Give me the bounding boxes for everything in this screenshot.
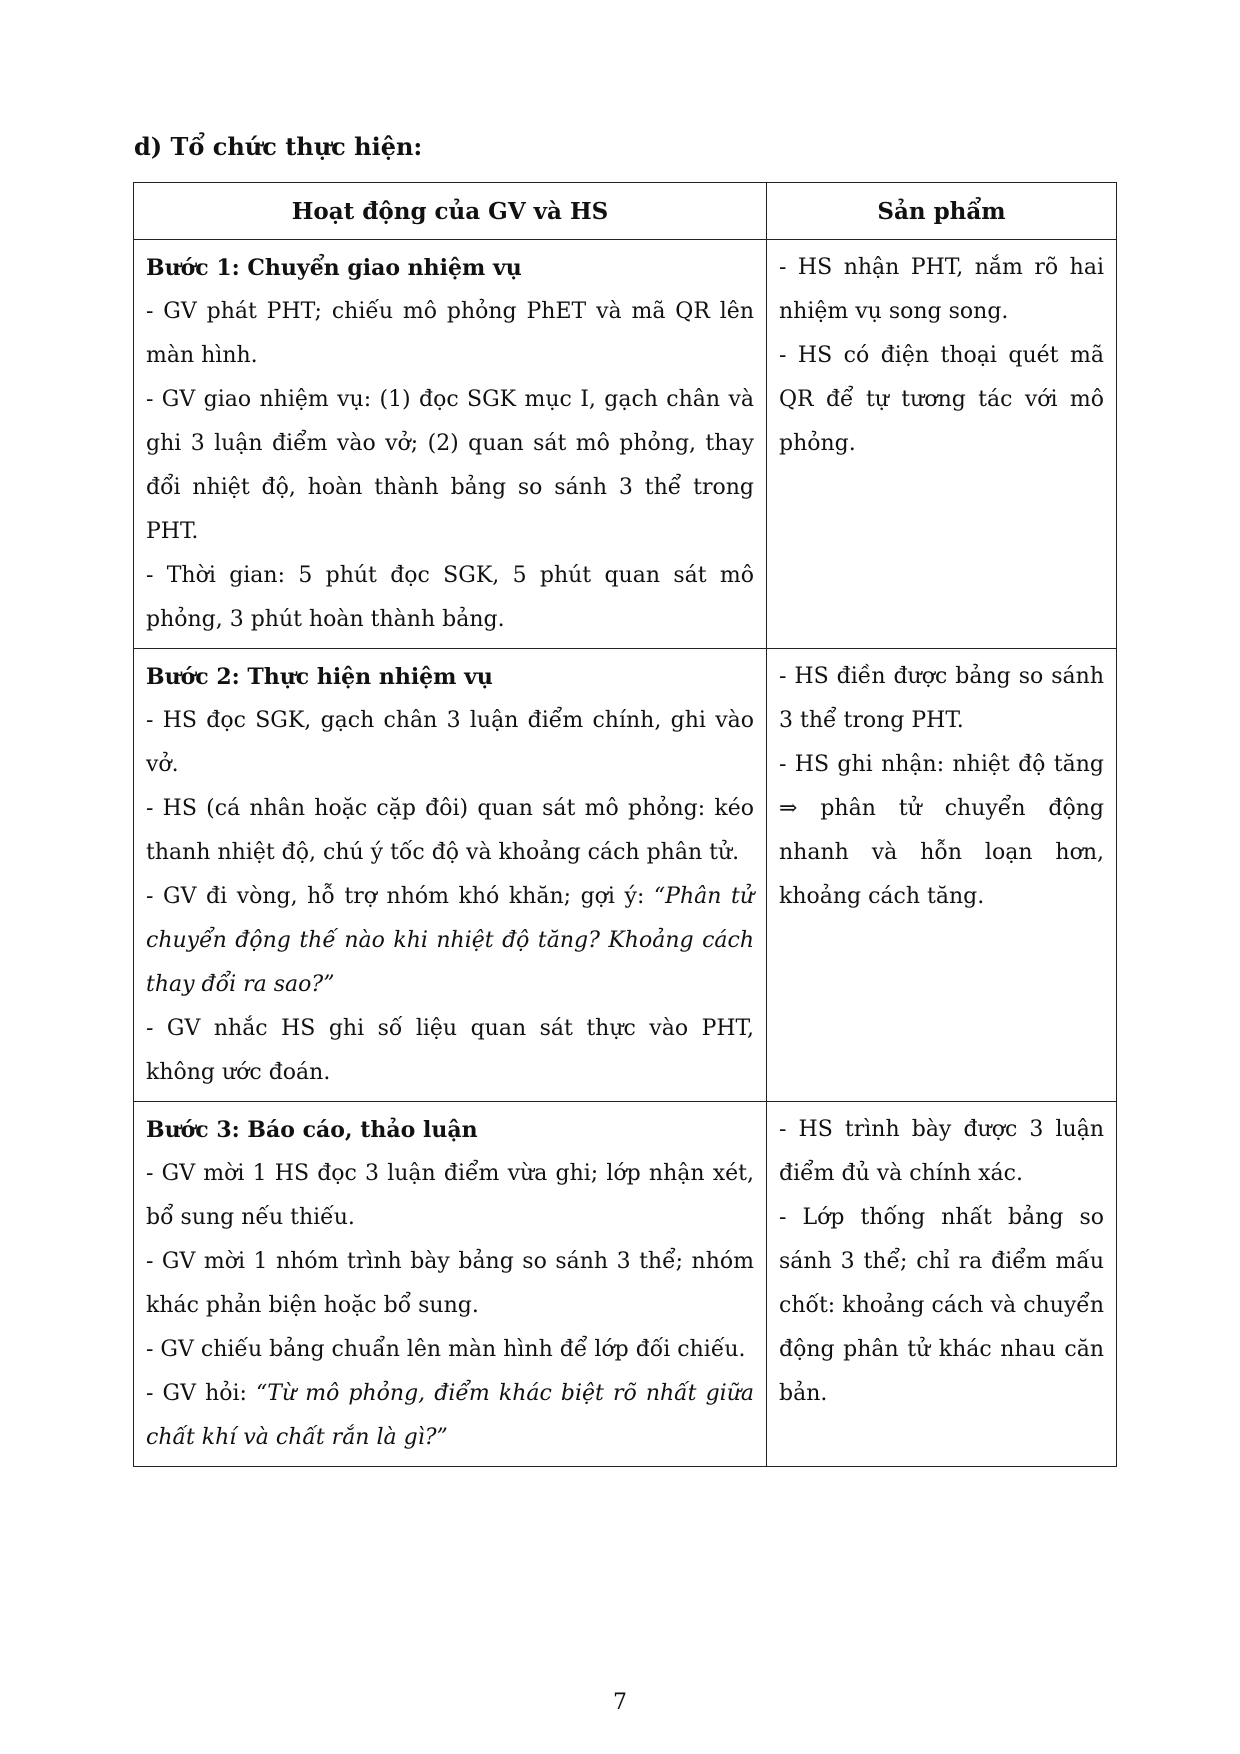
product-line: - HS ghi nhận: nhiệt độ tăng ⇒ phân tử chuyển động nhanh và hỗn loạn hơn, khoảng cách tăng.	[779, 752, 1104, 909]
activity-line: - GV mời 1 nhóm trình bày bảng so sánh 3 thể; nhóm khác phản biện hoặc bổ sung.	[146, 1249, 754, 1318]
activity-line: - HS đọc SGK, gạch chân 3 luận điểm chính, ghi vào vở.	[146, 708, 754, 777]
activity-line: - Thời gian: 5 phút đọc SGK, 5 phút quan sát mô phỏng, 3 phút hoàn thành bảng.	[146, 563, 754, 632]
product-line: - HS trình bày được 3 luận điểm đủ và chính xác.	[779, 1117, 1104, 1186]
activity-line: - GV phát PHT; chiếu mô phỏng PhET và mã QR lên màn hình.	[146, 299, 754, 368]
activity-text: - GV đi vòng, hỗ trợ nhóm khó khăn; gợi ý:	[146, 884, 654, 909]
step-title: Bước 2: Thực hiện nhiệm vụ	[146, 664, 493, 690]
activity-cell	[134, 649, 767, 1102]
activity-line: - GV giao nhiệm vụ: (1) đọc SGK mục I, gạch chân và ghi 3 luận điểm vào vở; (2) quan sát mô phỏng, thay đổi nhiệt độ, hoàn thành bảng so sánh 3 thể trong PHT.	[146, 387, 754, 544]
header-activity: Hoạt động của GV và HS	[134, 183, 767, 240]
activity-line	[146, 1372, 754, 1460]
activity-line: - GV chiếu bảng chuẩn lên màn hình để lớp đối chiếu.	[146, 1337, 746, 1362]
activity-line: - GV mời 1 HS đọc 3 luận điểm vừa ghi; lớp nhận xét, bổ sung nếu thiếu.	[146, 1161, 754, 1230]
page-number: 7	[613, 1690, 627, 1715]
product-line: - HS nhận PHT, nắm rõ hai nhiệm vụ song song.	[779, 255, 1104, 324]
product-cell	[767, 240, 1117, 649]
product-line: - Lớp thống nhất bảng so sánh 3 thể; chỉ ra điểm mấu chốt: khoảng cách và chuyển động phân tử khác nhau căn bản.	[779, 1205, 1104, 1406]
activity-line: - HS (cá nhân hoặc cặp đôi) quan sát mô phỏng: kéo thanh nhiệt độ, chú ý tốc độ và khoảng cách phân tử.	[146, 796, 754, 865]
activity-table	[133, 182, 1117, 1467]
activity-text: - GV hỏi:	[146, 1381, 257, 1406]
step-title: Bước 3: Báo cáo, thảo luận	[146, 1117, 478, 1143]
product-line: - HS có điện thoại quét mã QR để tự tương tác với mô phỏng.	[779, 343, 1104, 456]
activity-cell	[134, 240, 767, 649]
product-cell	[767, 1102, 1117, 1467]
table-row	[134, 1102, 1117, 1467]
section-heading: d) Tổ chức thực hiện:	[134, 132, 423, 161]
table-header-row	[134, 183, 1117, 240]
header-product: Sản phẩm	[767, 183, 1117, 240]
table-row	[134, 649, 1117, 1102]
discussion-question: “Từ mô phỏng, điểm khác biệt rõ nhất giữa chất khí và chất rắn là gì?”	[146, 1381, 754, 1450]
activity-line: - GV nhắc HS ghi số liệu quan sát thực vào PHT, không ước đoán.	[146, 1016, 754, 1085]
table-row	[134, 240, 1117, 649]
product-line: - HS điền được bảng so sánh 3 thể trong PHT.	[779, 664, 1104, 733]
step-title: Bước 1: Chuyển giao nhiệm vụ	[146, 255, 522, 281]
product-cell	[767, 649, 1117, 1102]
guiding-question: “Phân tử chuyển động thế nào khi nhiệt độ tăng? Khoảng cách thay đổi ra sao?”	[146, 884, 754, 997]
activity-cell	[134, 1102, 767, 1467]
activity-line	[146, 875, 754, 1007]
